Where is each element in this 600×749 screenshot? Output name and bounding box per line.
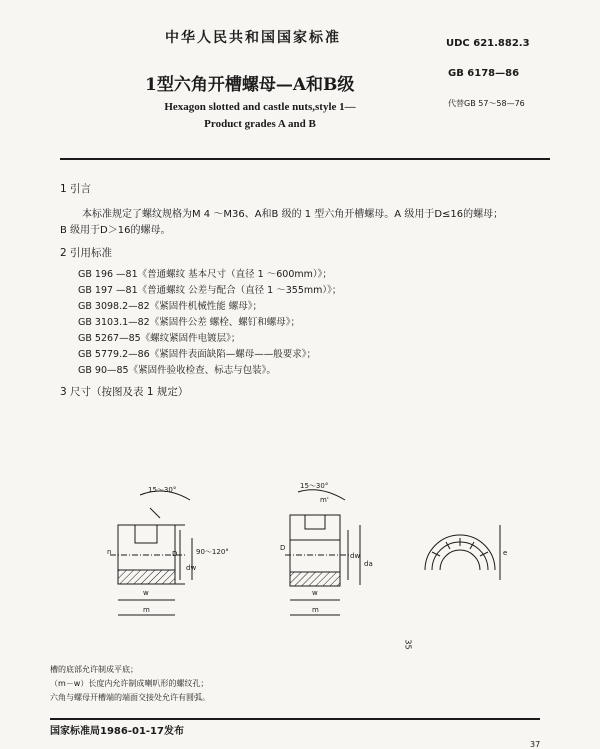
replaces-standard: 代替GB 57～58—76 xyxy=(448,99,525,108)
dim-label-dw: dw xyxy=(186,564,197,572)
reference-item: GB 5267—85《螺纹紧固件电镀层》； xyxy=(78,333,241,344)
reference-item: GB 3098.2—82《紧固件机械性能 螺母》； xyxy=(78,301,262,312)
angle-label: 15～30° xyxy=(300,482,329,490)
dim-label-w: w xyxy=(143,589,149,597)
reference-item: GB 196 —81《普通螺纹 基本尺寸（直径 1 ～600mm）》； xyxy=(78,269,332,280)
section-1-paragraph-line2: B 级用于D＞16的螺母。 xyxy=(60,225,171,236)
angle-label: 15～30° xyxy=(148,486,177,494)
figure-note: 六角与螺母开槽端的端面交接处允许有圆弧。 xyxy=(50,693,210,702)
page-number: 37 xyxy=(530,740,541,749)
section-1-heading: 1 引言 xyxy=(60,183,92,195)
english-title-line1: Hexagon slotted and castle nuts,style 1— xyxy=(164,101,356,113)
page-margin-number: 35 xyxy=(403,639,413,650)
figure-note: 槽的底部允许制成平底； xyxy=(50,665,138,674)
document-title: 1型六角开槽螺母—A和B级 xyxy=(145,75,355,95)
section-2-heading: 2 引用标准 xyxy=(60,247,113,259)
footer-rule xyxy=(50,718,540,720)
reference-item: GB 197 —81《普通螺纹 公差与配合（直径 1 ～355mm）》； xyxy=(78,285,342,296)
angle-label: 90～120° xyxy=(196,548,229,556)
castle-nut-view xyxy=(285,490,360,615)
nut-dimension-drawing xyxy=(0,470,600,645)
dim-label-D: D xyxy=(172,550,178,558)
dim-label-e: e xyxy=(503,549,508,557)
reference-item: GB 3103.1—82《紧固件公差 螺栓、螺钉和螺母》； xyxy=(78,317,300,328)
issuing-authority: 中华人民共和国国家标准 xyxy=(165,30,341,46)
reference-item: GB 90—85《紧固件验收检查、标志与包装》。 xyxy=(78,365,276,376)
reference-item: GB 5779.2—86《紧固件表面缺陷—螺母——般要求》； xyxy=(78,349,316,360)
dim-label-da: da xyxy=(364,560,373,568)
dim-label-w: w xyxy=(312,589,318,597)
dim-label-dw: dw xyxy=(350,552,361,560)
dim-label-D: D xyxy=(280,544,286,552)
dim-label-n: n xyxy=(107,548,112,556)
dim-label-mprime: m' xyxy=(320,496,329,504)
top-view xyxy=(425,525,500,580)
section-3-heading: 3 尺寸（按图及表 1 规定） xyxy=(60,386,189,398)
english-title-line2: Product grades A and B xyxy=(204,118,316,130)
header-rule xyxy=(60,158,550,160)
figure-note: （m－w）长度内允许制成喇叭形的螺纹孔； xyxy=(50,679,209,688)
udc-code: UDC 621.882.3 xyxy=(446,38,530,49)
standard-number: GB 6178—86 xyxy=(448,68,520,79)
section-1-paragraph-line1: 本标准规定了螺纹规格为M 4 ～M36、A和B 级的 1 型六角开槽螺母。A 级用于D≤16的螺母； xyxy=(82,209,504,220)
slotted-nut-view xyxy=(110,491,192,615)
dim-label-m: m xyxy=(312,606,319,614)
issue-date: 国家标准局1986-01-17发布 xyxy=(50,726,184,737)
dim-label-m: m xyxy=(143,606,150,614)
